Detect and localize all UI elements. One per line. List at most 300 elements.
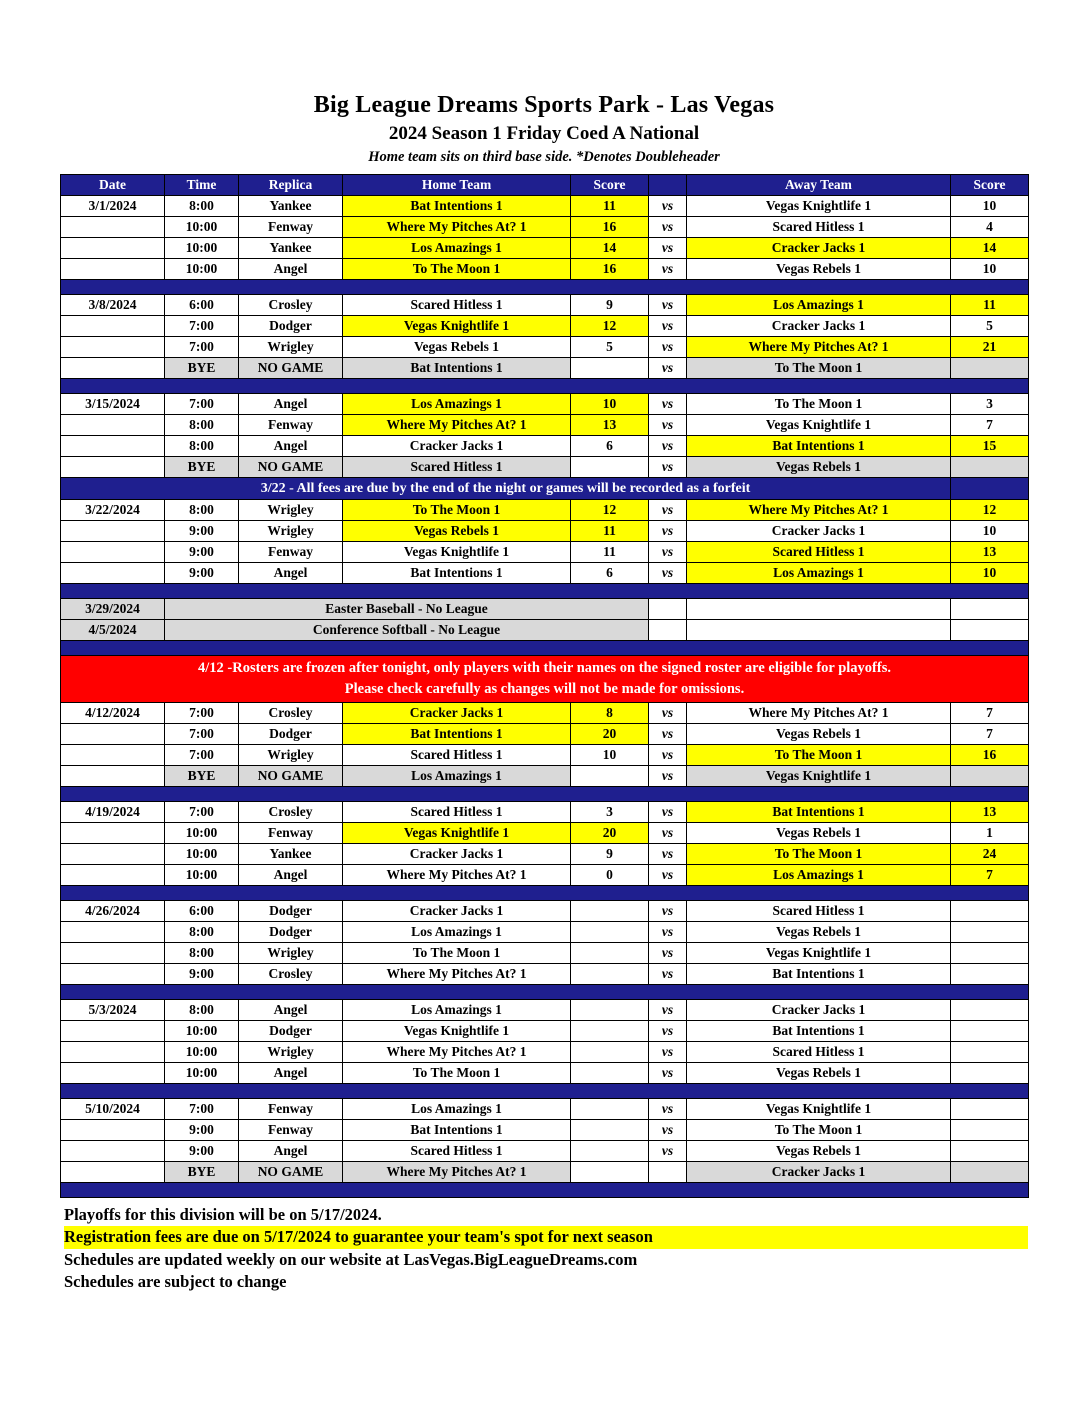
cell-away-team: Vegas Rebels 1	[687, 1063, 951, 1084]
cell-away-score	[951, 1000, 1029, 1021]
cell-replica: Dodger	[239, 724, 343, 745]
cell-home-score: 20	[571, 823, 649, 844]
cell-home-score	[571, 922, 649, 943]
cell-time: 10:00	[165, 823, 239, 844]
cell-date	[61, 259, 165, 280]
week-separator	[61, 985, 1029, 1000]
cell-away-team: Where My Pitches At? 1	[687, 703, 951, 724]
cell-time: 7:00	[165, 745, 239, 766]
table-row	[61, 703, 1029, 724]
cell-away-team: Vegas Rebels 1	[687, 259, 951, 280]
cell-date	[61, 217, 165, 238]
cell-replica: Crosley	[239, 703, 343, 724]
table-row	[61, 563, 1029, 584]
column-header-replica: Replica	[239, 175, 343, 196]
cell-vs: vs	[649, 259, 687, 280]
cell-home-team: Bat Intentions 1	[343, 196, 571, 217]
cell-date	[61, 316, 165, 337]
footer-subject-to-change: Schedules are subject to change	[64, 1271, 287, 1291]
cell-replica: Angel	[239, 1141, 343, 1162]
cell-date	[61, 1120, 165, 1141]
cell-away-score	[951, 922, 1029, 943]
cell-home-score	[571, 1063, 649, 1084]
week-separator-bar	[61, 985, 1029, 1000]
table-row	[61, 724, 1029, 745]
cell-home-score: 0	[571, 865, 649, 886]
cell-home-score: 8	[571, 703, 649, 724]
cell-vs: vs	[649, 394, 687, 415]
cell-away-score: 13	[951, 802, 1029, 823]
cell-home-score	[571, 1120, 649, 1141]
table-row	[61, 1141, 1029, 1162]
footer-registration	[60, 1226, 1028, 1248]
cell-away-score: 3	[951, 394, 1029, 415]
cell-date: 4/26/2024	[61, 901, 165, 922]
table-row	[61, 337, 1029, 358]
table-row	[61, 802, 1029, 823]
cell-time: 7:00	[165, 802, 239, 823]
cell-away-score: 10	[951, 563, 1029, 584]
cell-replica: NO GAME	[239, 457, 343, 478]
cell-vs: vs	[649, 823, 687, 844]
week-separator-bar	[61, 787, 1029, 802]
cell-home-team: Scared Hitless 1	[343, 802, 571, 823]
cell-time: BYE	[165, 766, 239, 787]
cell-away-score: 21	[951, 337, 1029, 358]
column-header-time: Time	[165, 175, 239, 196]
cell-home-score	[571, 1042, 649, 1063]
cell-away-score: 15	[951, 436, 1029, 457]
cell-time: 9:00	[165, 521, 239, 542]
cell-away-score: 7	[951, 724, 1029, 745]
cell-home-team: To The Moon 1	[343, 500, 571, 521]
cell-date	[61, 745, 165, 766]
cell-replica: Fenway	[239, 542, 343, 563]
cell-away-team: Cracker Jacks 1	[687, 238, 951, 259]
roster-freeze-line-1: 4/12 -Rosters are frozen after tonight, only players with their names on the signed roster are eligible for playoffs.	[198, 660, 891, 676]
cell-home-team: Scared Hitless 1	[343, 1141, 571, 1162]
cell-home-score: 6	[571, 563, 649, 584]
cell-vs: vs	[649, 238, 687, 259]
notice-banner-row	[61, 478, 1029, 500]
cell-replica: Angel	[239, 563, 343, 584]
cell-home-team: Vegas Knightlife 1	[343, 823, 571, 844]
cell-home-team: Cracker Jacks 1	[343, 844, 571, 865]
table-row	[61, 217, 1029, 238]
cell-away-score: 13	[951, 542, 1029, 563]
cell-time: 8:00	[165, 1000, 239, 1021]
bye-row	[61, 358, 1029, 379]
week-separator-bar	[61, 379, 1029, 394]
cell-date: 5/10/2024	[61, 1099, 165, 1120]
notice-banner-pad	[951, 478, 1029, 500]
cell-vs: vs	[649, 1000, 687, 1021]
cell-home-score: 11	[571, 542, 649, 563]
cell-replica: Dodger	[239, 1021, 343, 1042]
cell-date: 4/12/2024	[61, 703, 165, 724]
week-separator-bar	[61, 886, 1029, 901]
cell-replica: Wrigley	[239, 521, 343, 542]
cell-vs: vs	[649, 1099, 687, 1120]
cell-away-team: Scared Hitless 1	[687, 217, 951, 238]
cell-time: 7:00	[165, 316, 239, 337]
cell-replica: Angel	[239, 1063, 343, 1084]
cell-replica: Crosley	[239, 964, 343, 985]
table-row	[61, 1000, 1029, 1021]
cell-home-team: Los Amazings 1	[343, 238, 571, 259]
cell-away-score: 7	[951, 865, 1029, 886]
cell-time: 7:00	[165, 724, 239, 745]
column-header-vs	[649, 175, 687, 196]
cell-date: 3/29/2024	[61, 599, 165, 620]
cell-away-team: Bat Intentions 1	[687, 802, 951, 823]
cell-time: BYE	[165, 358, 239, 379]
cell-date	[61, 922, 165, 943]
week-separator	[61, 379, 1029, 394]
cell-away-team: Los Amazings 1	[687, 865, 951, 886]
cell-away-score: 10	[951, 196, 1029, 217]
cell-home-score	[571, 901, 649, 922]
cell-replica: Angel	[239, 1000, 343, 1021]
cell-date	[61, 542, 165, 563]
table-row	[61, 1042, 1029, 1063]
week-separator	[61, 280, 1029, 295]
column-header-away-score: Score	[951, 175, 1029, 196]
table-row	[61, 238, 1029, 259]
cell-away-team: Where My Pitches At? 1	[687, 337, 951, 358]
cell-vs: vs	[649, 745, 687, 766]
cell-replica: Wrigley	[239, 745, 343, 766]
cell-time: 8:00	[165, 415, 239, 436]
cell-home-team: Scared Hitless 1	[343, 295, 571, 316]
cell-away-team: Vegas Knightlife 1	[687, 196, 951, 217]
cell-home-team: To The Moon 1	[343, 259, 571, 280]
cell-time: 9:00	[165, 1120, 239, 1141]
cell-replica: Angel	[239, 259, 343, 280]
cell-home-score	[571, 964, 649, 985]
cell-away-team: Los Amazings 1	[687, 295, 951, 316]
table-row	[61, 964, 1029, 985]
roster-freeze-line-2: Please check carefully as changes will not be made for omissions.	[344, 681, 745, 698]
cell-date	[61, 766, 165, 787]
cell-away-team: Vegas Rebels 1	[687, 1141, 951, 1162]
cell-away-score: 7	[951, 415, 1029, 436]
cell-time: 8:00	[165, 436, 239, 457]
cell-away-score	[951, 766, 1029, 787]
cell-away-score: 11	[951, 295, 1029, 316]
cell-replica: Wrigley	[239, 1042, 343, 1063]
cell-blank	[687, 599, 951, 620]
cell-time: 10:00	[165, 844, 239, 865]
cell-home-team: Los Amazings 1	[343, 1099, 571, 1120]
cell-away-score	[951, 358, 1029, 379]
cell-vs: vs	[649, 865, 687, 886]
cell-away-score	[951, 943, 1029, 964]
cell-home-score	[571, 1000, 649, 1021]
bye-row	[61, 1162, 1029, 1183]
table-header	[61, 175, 1029, 196]
cell-date	[61, 943, 165, 964]
cell-date	[61, 563, 165, 584]
cell-home-score: 11	[571, 521, 649, 542]
cell-vs: vs	[649, 457, 687, 478]
cell-home-team: To The Moon 1	[343, 1063, 571, 1084]
cell-away-team: Vegas Knightlife 1	[687, 1099, 951, 1120]
table-row	[61, 394, 1029, 415]
cell-away-score	[951, 964, 1029, 985]
cell-date	[61, 865, 165, 886]
cell-away-team: Where My Pitches At? 1	[687, 500, 951, 521]
cell-home-team: Los Amazings 1	[343, 922, 571, 943]
cell-replica: Dodger	[239, 901, 343, 922]
cell-away-team: To The Moon 1	[687, 394, 951, 415]
cell-time: 10:00	[165, 259, 239, 280]
no-league-message: Conference Softball - No League	[165, 620, 649, 641]
cell-replica: Dodger	[239, 922, 343, 943]
table-row	[61, 196, 1029, 217]
cell-vs: vs	[649, 1021, 687, 1042]
bye-row	[61, 766, 1029, 787]
cell-vs: vs	[649, 415, 687, 436]
cell-home-score: 14	[571, 238, 649, 259]
cell-home-score: 12	[571, 316, 649, 337]
cell-home-team: Los Amazings 1	[343, 1000, 571, 1021]
cell-date	[61, 415, 165, 436]
week-separator-bar	[61, 641, 1029, 656]
table-row	[61, 500, 1029, 521]
column-header-home-team: Home Team	[343, 175, 571, 196]
cell-replica: Wrigley	[239, 943, 343, 964]
cell-replica: Dodger	[239, 316, 343, 337]
table-row	[61, 542, 1029, 563]
cell-away-team: To The Moon 1	[687, 1120, 951, 1141]
cell-away-team: Vegas Rebels 1	[687, 724, 951, 745]
cell-away-score: 4	[951, 217, 1029, 238]
cell-replica: Yankee	[239, 844, 343, 865]
cell-vs: vs	[649, 542, 687, 563]
week-separator	[61, 584, 1029, 599]
table-row	[61, 844, 1029, 865]
footer-notes	[60, 1204, 1028, 1293]
cell-time: 8:00	[165, 943, 239, 964]
cell-blank	[687, 620, 951, 641]
cell-home-score: 12	[571, 500, 649, 521]
cell-away-score: 10	[951, 521, 1029, 542]
cell-replica: NO GAME	[239, 358, 343, 379]
cell-time: 10:00	[165, 217, 239, 238]
cell-vs: vs	[649, 1141, 687, 1162]
cell-vs: vs	[649, 358, 687, 379]
cell-vs: vs	[649, 844, 687, 865]
cell-away-team: Los Amazings 1	[687, 563, 951, 584]
cell-vs	[649, 1162, 687, 1183]
cell-away-team: To The Moon 1	[687, 844, 951, 865]
cell-date	[61, 337, 165, 358]
cell-date: 4/5/2024	[61, 620, 165, 641]
cell-time: 7:00	[165, 703, 239, 724]
cell-home-team: Bat Intentions 1	[343, 724, 571, 745]
cell-home-score: 20	[571, 724, 649, 745]
cell-replica: Wrigley	[239, 500, 343, 521]
cell-home-score	[571, 1141, 649, 1162]
cell-home-score	[571, 1021, 649, 1042]
table-row	[61, 1099, 1029, 1120]
cell-home-score: 6	[571, 436, 649, 457]
cell-away-team: Scared Hitless 1	[687, 542, 951, 563]
cell-home-score: 13	[571, 415, 649, 436]
cell-home-team: Bat Intentions 1	[343, 1120, 571, 1141]
cell-date	[61, 457, 165, 478]
roster-freeze-banner-row	[61, 656, 1029, 703]
cell-home-score: 5	[571, 337, 649, 358]
cell-blank	[649, 620, 687, 641]
cell-home-score: 9	[571, 295, 649, 316]
cell-home-team: Where My Pitches At? 1	[343, 1042, 571, 1063]
table-row	[61, 415, 1029, 436]
roster-freeze-banner-text	[61, 656, 1029, 703]
cell-away-team: Bat Intentions 1	[687, 964, 951, 985]
week-separator	[61, 1084, 1029, 1099]
footer-playoffs: Playoffs for this division will be on 5/17/2024.	[64, 1205, 382, 1225]
cell-date	[61, 358, 165, 379]
cell-home-score: 16	[571, 259, 649, 280]
cell-blank	[951, 620, 1029, 641]
cell-away-team: Vegas Knightlife 1	[687, 943, 951, 964]
cell-vs: vs	[649, 337, 687, 358]
home-team-note: Home team sits on third base side. *Denotes Doubleheader	[368, 149, 720, 165]
cell-away-team: Cracker Jacks 1	[687, 316, 951, 337]
notice-banner-text: 3/22 - All fees are due by the end of the night or games will be recorded as a forfeit	[61, 478, 951, 500]
cell-away-score: 7	[951, 703, 1029, 724]
cell-replica: Fenway	[239, 217, 343, 238]
table-row	[61, 295, 1029, 316]
no-league-row	[61, 620, 1029, 641]
cell-vs: vs	[649, 217, 687, 238]
cell-away-team: Vegas Rebels 1	[687, 922, 951, 943]
cell-away-team: Vegas Rebels 1	[687, 823, 951, 844]
cell-date: 5/3/2024	[61, 1000, 165, 1021]
cell-vs: vs	[649, 766, 687, 787]
cell-home-team: Cracker Jacks 1	[343, 703, 571, 724]
cell-replica: Fenway	[239, 415, 343, 436]
cell-home-score: 10	[571, 394, 649, 415]
cell-vs: vs	[649, 1042, 687, 1063]
cell-time: 7:00	[165, 1099, 239, 1120]
cell-home-team: Vegas Rebels 1	[343, 521, 571, 542]
cell-away-team: To The Moon 1	[687, 358, 951, 379]
cell-date	[61, 238, 165, 259]
cell-time: BYE	[165, 457, 239, 478]
cell-away-team: Scared Hitless 1	[687, 901, 951, 922]
cell-time: 10:00	[165, 865, 239, 886]
cell-away-score	[951, 1042, 1029, 1063]
cell-home-team: Bat Intentions 1	[343, 563, 571, 584]
table-row	[61, 436, 1029, 457]
cell-away-score: 10	[951, 259, 1029, 280]
cell-replica: NO GAME	[239, 1162, 343, 1183]
cell-home-team: Vegas Knightlife 1	[343, 542, 571, 563]
cell-vs: vs	[649, 436, 687, 457]
cell-replica: Yankee	[239, 238, 343, 259]
cell-away-team: Cracker Jacks 1	[687, 1000, 951, 1021]
cell-replica: Crosley	[239, 802, 343, 823]
cell-time: 10:00	[165, 1021, 239, 1042]
cell-replica: Fenway	[239, 823, 343, 844]
week-separator	[61, 1183, 1029, 1198]
cell-away-team: To The Moon 1	[687, 745, 951, 766]
cell-time: 9:00	[165, 1141, 239, 1162]
cell-away-team: Scared Hitless 1	[687, 1042, 951, 1063]
page-title: Big League Dreams Sports Park - Las Vegas	[313, 92, 775, 118]
table-row	[61, 943, 1029, 964]
cell-vs: vs	[649, 500, 687, 521]
cell-date	[61, 1042, 165, 1063]
cell-time: 7:00	[165, 337, 239, 358]
table-row	[61, 901, 1029, 922]
column-header-date: Date	[61, 175, 165, 196]
no-league-message: Easter Baseball - No League	[165, 599, 649, 620]
cell-home-score	[571, 358, 649, 379]
cell-time: 7:00	[165, 394, 239, 415]
cell-home-score	[571, 1099, 649, 1120]
cell-home-score: 16	[571, 217, 649, 238]
cell-date	[61, 1141, 165, 1162]
cell-date: 3/15/2024	[61, 394, 165, 415]
table-row	[61, 1063, 1029, 1084]
cell-vs: vs	[649, 563, 687, 584]
cell-date	[61, 521, 165, 542]
cell-vs: vs	[649, 724, 687, 745]
cell-date: 4/19/2024	[61, 802, 165, 823]
cell-vs: vs	[649, 922, 687, 943]
column-header-away-team: Away Team	[687, 175, 951, 196]
cell-away-score	[951, 457, 1029, 478]
cell-away-score	[951, 1120, 1029, 1141]
cell-vs: vs	[649, 295, 687, 316]
cell-away-score	[951, 1099, 1029, 1120]
cell-time: 10:00	[165, 1063, 239, 1084]
table-row	[61, 259, 1029, 280]
cell-away-score	[951, 1141, 1029, 1162]
table-row	[61, 745, 1029, 766]
table-row	[61, 1021, 1029, 1042]
cell-replica: Yankee	[239, 196, 343, 217]
cell-away-score	[951, 1162, 1029, 1183]
cell-home-team: Vegas Knightlife 1	[343, 316, 571, 337]
footer-website: Schedules are updated weekly on our website at LasVegas.BigLeagueDreams.com	[64, 1249, 638, 1269]
cell-time: 8:00	[165, 500, 239, 521]
column-header-home-score: Score	[571, 175, 649, 196]
table-row	[61, 316, 1029, 337]
cell-home-team: Where My Pitches At? 1	[343, 1162, 571, 1183]
cell-date	[61, 1063, 165, 1084]
cell-time: 10:00	[165, 1042, 239, 1063]
cell-vs: vs	[649, 316, 687, 337]
table-row	[61, 521, 1029, 542]
cell-replica: Fenway	[239, 1120, 343, 1141]
cell-home-score: 3	[571, 802, 649, 823]
cell-date	[61, 1021, 165, 1042]
cell-time: 9:00	[165, 542, 239, 563]
cell-vs: vs	[649, 703, 687, 724]
table-row	[61, 865, 1029, 886]
cell-home-score	[571, 943, 649, 964]
cell-date: 3/1/2024	[61, 196, 165, 217]
cell-home-team: Where My Pitches At? 1	[343, 415, 571, 436]
week-separator	[61, 886, 1029, 901]
cell-replica: NO GAME	[239, 766, 343, 787]
footer-registration-highlight: Registration fees are due on 5/17/2024 to guarantee your team's spot for next season	[64, 1226, 1028, 1248]
